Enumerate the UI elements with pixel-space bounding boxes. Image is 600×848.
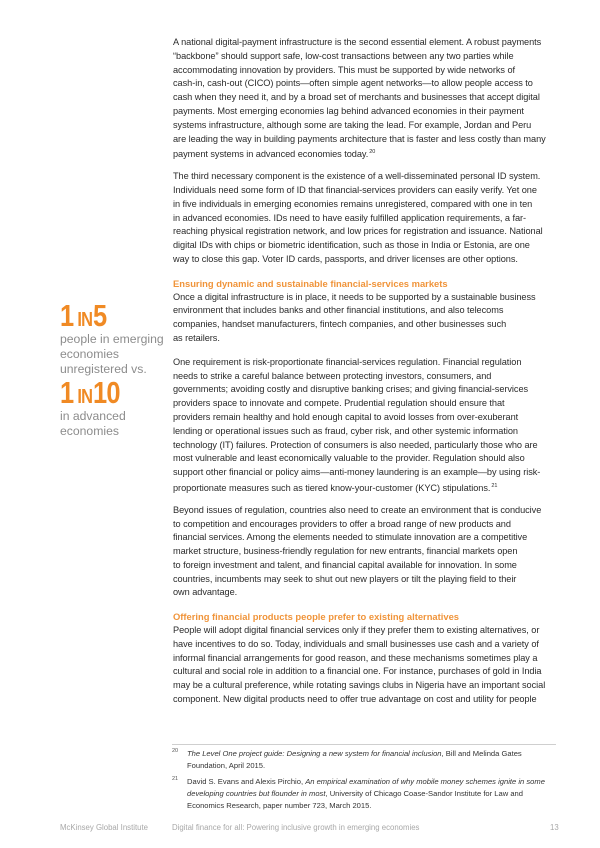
text-line xyxy=(173,480,573,494)
line-text: support other financial or policy aims—anti-money laundering is an example—by using risk- xyxy=(173,467,541,478)
line-text: component. New digital products need to offer true advantage on cost and utility for people xyxy=(173,694,537,705)
text-line xyxy=(173,105,573,119)
stat-one-in-five xyxy=(60,300,150,332)
line-text: are leading the way in building payments architecture that is faster and less costly than many xyxy=(173,133,546,144)
line-text: market structure, business-friendly regulation for new entrants, financial markets open xyxy=(173,546,518,557)
text-line xyxy=(173,383,573,397)
line-text: cultural and social role in addition to a financial one. For instance, purchases of gold in India xyxy=(173,666,542,677)
citation-text: Economics Research, paper number 723, March 2015. xyxy=(187,801,372,810)
text-line xyxy=(173,693,573,707)
line-text: proportionate measures such as tiered know-your-customer (KYC) stipulations. xyxy=(173,482,491,493)
citation-title: An empirical examination of why mobile money schemes ignite in some xyxy=(305,777,545,786)
page-number: 13 xyxy=(550,823,559,832)
text-line xyxy=(173,397,573,411)
text-line xyxy=(173,425,573,439)
text-line xyxy=(173,119,573,133)
text-line xyxy=(173,504,573,518)
line-text: to foreign investment and talent, and financial capital available for innovation. In some xyxy=(173,559,517,570)
line-text: payment systems in advanced economies today. xyxy=(173,149,369,160)
footnote-line xyxy=(187,760,562,772)
line-text: financial services. Among the elements needed to stimulate innovation are a competitive xyxy=(173,532,528,543)
stat-numerator: 1 xyxy=(60,298,74,333)
citation-text: Foundation, April 2015. xyxy=(187,761,266,770)
stat-one-in-ten xyxy=(60,377,150,409)
line-text: most vulnerable and least economically valuable to the provider. Regulation should also xyxy=(173,453,525,464)
line-text: lending or operational issues such as fraud, cyber risk, and other systemic information xyxy=(173,425,518,436)
footnote-number: 21 xyxy=(172,776,179,782)
line-text: A national digital-payment infrastructure is the second essential element. A robust payments xyxy=(173,37,542,47)
line-text: The third necessary component is the existence of a well-disseminated personal ID system. xyxy=(173,171,541,182)
text-line xyxy=(173,184,573,198)
footnote-divider xyxy=(172,744,556,745)
footnote-number: 20 xyxy=(172,748,179,754)
text-line xyxy=(173,50,573,64)
footnote-line xyxy=(187,788,562,800)
footnote-reference[interactable]: 20 xyxy=(369,149,376,156)
footnote-line xyxy=(187,748,562,760)
text-line xyxy=(173,665,573,679)
line-text: countries, incumbents may seek to shut out new players or tilt the playing field to their xyxy=(173,573,517,584)
line-text: systems infrastructure, although some are taking the lead. For example, Jordan and Peru xyxy=(173,119,532,130)
paragraph xyxy=(173,36,573,160)
line-text: technology (IT) failures. Protection of consumers is also needed, particularly those who are xyxy=(173,439,538,450)
citation-title: The Level One project guide: Designing a new system for financial inclusion xyxy=(187,749,442,758)
text-line xyxy=(173,133,573,147)
stat-in: IN xyxy=(77,386,93,408)
text-line xyxy=(173,239,573,253)
line-text: have incentives to do so. Today, individuals and small businesses use cash and a variety of xyxy=(173,638,539,649)
line-text: “backbone” should support safe, low-cost transactions between any two parties while xyxy=(173,50,514,61)
text-line xyxy=(173,356,573,370)
text-line xyxy=(173,64,573,78)
text-line xyxy=(173,304,573,318)
section-heading: Ensuring dynamic and sustainable financial-services markets xyxy=(173,277,448,289)
line-text: Once a digital infrastructure is in place, it needs to be supported by a sustainable business xyxy=(173,291,536,302)
text-line xyxy=(173,411,573,425)
line-text: own advantage. xyxy=(173,587,238,598)
line-text: One requirement is risk-proportionate financial-services regulation. Financial regulation xyxy=(173,356,522,367)
line-text: way to close this gap. Voter ID cards, passports, and driver licenses are other options. xyxy=(173,253,518,264)
footnote-reference[interactable]: 21 xyxy=(491,482,498,489)
line-text: environment that includes banks and other financial institutions, and also telecoms xyxy=(173,305,504,316)
text-line xyxy=(173,624,573,638)
paragraph xyxy=(173,624,573,707)
text-line xyxy=(173,573,573,587)
line-text: digital IDs with chips or biometric identification, such as those in India or Estonia, are one xyxy=(173,240,530,251)
text-line xyxy=(173,370,573,384)
footnote xyxy=(172,776,562,812)
text-line xyxy=(173,452,573,466)
citation-text: , Bill and Melinda Gates xyxy=(441,749,522,758)
text-line xyxy=(173,91,573,105)
line-text: Individuals need some form of ID that financial-services providers can easily verify. Yet one xyxy=(173,184,537,195)
text-line xyxy=(173,439,573,453)
text-line xyxy=(173,652,573,666)
line-text: needs to strike a careful balance between protecting investors, consumers, and xyxy=(173,370,492,381)
text-line xyxy=(173,679,573,693)
sidebar-callout xyxy=(60,300,170,439)
line-text: reaching physical registration network, and low prices for registration and issuance. National xyxy=(173,226,543,237)
footnote-line xyxy=(187,776,562,788)
text-line xyxy=(173,466,573,480)
line-text: payments. Most emerging economies lag behind advanced economies in their payment xyxy=(173,105,524,116)
callout-text: economies xyxy=(60,424,119,438)
stat-denominator: 5 xyxy=(93,298,107,333)
callout-text: people in emerging xyxy=(60,332,164,346)
line-text: in advanced economies. IDs need to have easily fulfilled application requirements, a far- xyxy=(173,212,527,223)
paragraph xyxy=(173,504,573,601)
footnote xyxy=(172,748,562,772)
stat-denominator: 10 xyxy=(93,375,120,410)
section-heading: Offering financial products people prefer to existing alternatives xyxy=(173,611,459,623)
paragraph xyxy=(173,170,573,267)
line-text: to competition and encourages providers to offer a broad range of new products and xyxy=(173,518,511,529)
text-line xyxy=(173,638,573,652)
footnotes xyxy=(172,748,562,816)
line-text: in five individuals in emerging economies remains unregistered, compared with one in ten xyxy=(173,198,533,209)
line-text: Beyond issues of regulation, countries also need to create an environment that is conducive xyxy=(173,504,542,515)
line-text: as retailers. xyxy=(173,332,220,343)
stat-numerator: 1 xyxy=(60,375,74,410)
text-line xyxy=(173,212,573,226)
footer-report-title: Digital finance for all: Powering inclusive growth in emerging economies xyxy=(172,823,420,832)
text-line xyxy=(173,545,573,559)
text-line xyxy=(173,531,573,545)
footnote-line xyxy=(187,800,562,812)
line-text: companies, handset manufacturers, fintech companies, and other businesses such xyxy=(173,319,507,330)
paragraph xyxy=(173,291,573,346)
text-line xyxy=(173,586,573,600)
text-line xyxy=(173,146,573,160)
stat-in: IN xyxy=(77,309,93,331)
citation-text: , University of Chicago Coase-Sandor Institute for Law and xyxy=(325,789,524,798)
text-line xyxy=(173,318,573,332)
text-line xyxy=(173,332,573,346)
citation-title: developing countries but flounder in most xyxy=(187,789,326,798)
citation-text: David S. Evans and Alexis Pirchio, xyxy=(187,777,306,786)
line-text: providers remain healthy and hold enough capital to avoid losses from over-exuberant xyxy=(173,411,519,422)
text-line xyxy=(173,77,573,91)
text-line xyxy=(173,253,573,267)
text-line xyxy=(173,198,573,212)
text-line xyxy=(173,559,573,573)
main-body-text xyxy=(173,36,573,717)
callout-text: unregistered vs. xyxy=(60,362,147,376)
callout-text: in advanced xyxy=(60,409,126,423)
callout-text: economies xyxy=(60,347,119,361)
paragraph xyxy=(173,356,573,494)
text-line xyxy=(173,170,573,184)
line-text: cash when they need it, and by a broad set of merchants and businesses that accept digital xyxy=(173,92,540,103)
line-text: People will adopt digital financial services only if they prefer them to existing alternatives, or xyxy=(173,625,540,636)
line-text: governments; avoiding costly and disruptive banking crises; and giving financial-services xyxy=(173,384,529,395)
text-line xyxy=(173,518,573,532)
line-text: may be a cultural preference, while rotating savings clubs in Nigeria have an important social xyxy=(173,680,546,691)
line-text: informal financial arrangements for good reason, and these mechanisms sometimes play a xyxy=(173,652,538,663)
line-text: accommodating innovation by providers. This must be supported by wide networks of xyxy=(173,64,516,75)
line-text: cash-in, cash-out (CICO) points—often simple agent networks—to allow people access to xyxy=(173,78,533,89)
text-line xyxy=(173,291,573,305)
text-line xyxy=(173,36,573,50)
text-line xyxy=(173,225,573,239)
footer-organization: McKinsey Global Institute xyxy=(60,823,148,832)
line-text: providers space to innovate and compete. Prudential regulation should ensure that xyxy=(173,398,505,409)
